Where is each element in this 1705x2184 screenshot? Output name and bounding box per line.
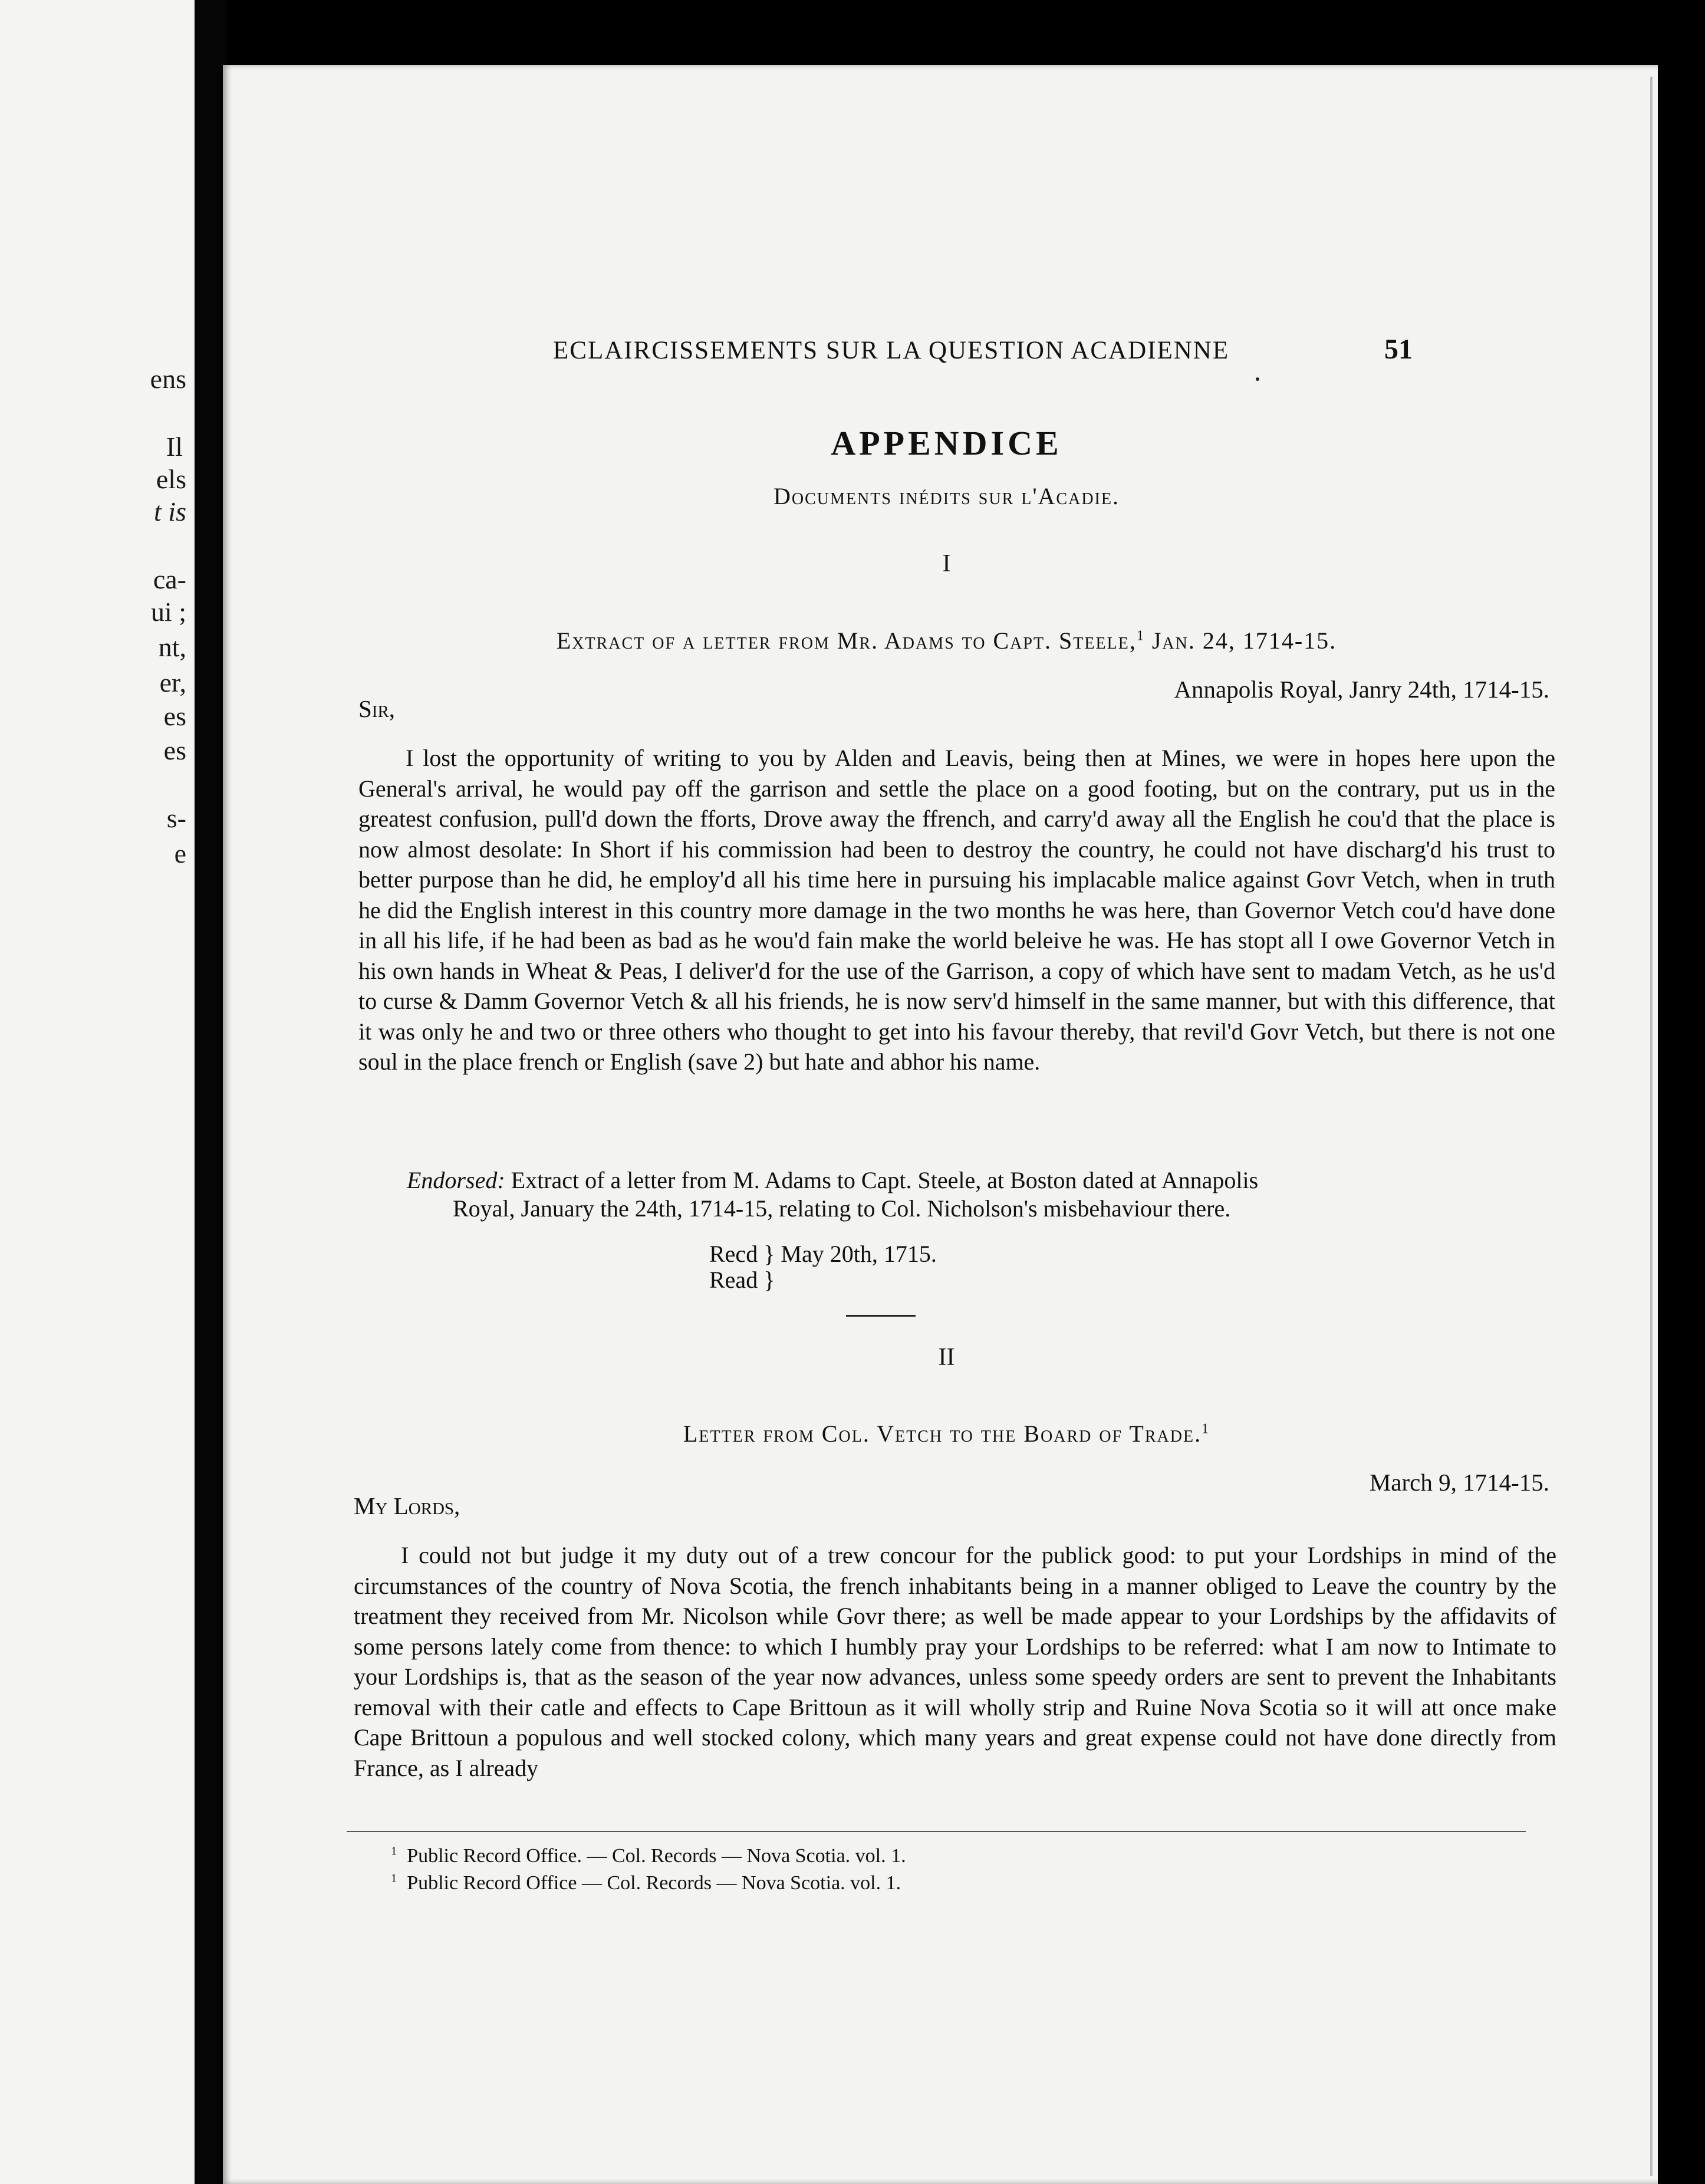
section-heading-text: Letter from Col. Vetch to the Board of Trade. (683, 1420, 1202, 1447)
footnote-rule (347, 1831, 1526, 1832)
facing-page-fragment: e (174, 838, 186, 869)
letter-paragraph: I could not but judge it my duty out of a trew concour for the publick good: to put your Lordships in mind of the circumstances of the country of Nova Scotia, the french inhabitants being in a manner obliged to Leave the country by the treatment they received from Mr. Nicolson while Govr there; as well be made appear to your Lordships by the affidavits of some persons lately come from thence: to which I humbly pray your Lordships to be referred: what I am now to Intimate to your Lordships is, that as the season of the year now advances, unless some speedy orders are sent to prevent the Inhabitants removal with their catle and effects to Cape Brittoun as it will wholly strip and Ruine Nova Scotia so it will att once make Cape Brittoun a populous and well stocked colony, which many years and great expense could not have done directly from France, as I already (354, 1542, 1556, 1781)
facing-page-fragment: er, (159, 667, 186, 698)
facing-page-fragment: ca- (153, 564, 186, 594)
page-number: 51 (1384, 334, 1413, 365)
section-heading-text: Extract of a letter from Mr. Adams to Capt. Steele, (556, 627, 1137, 654)
endorsement-line (407, 1166, 1562, 1195)
footnote-text: Public Record Office — Col. Records — Nova Scotia. vol. 1. (407, 1872, 901, 1894)
facing-page-fragment: ens (150, 364, 186, 394)
running-head: ECLAIRCISSEMENTS SUR LA QUESTION ACADIENNE (553, 337, 1230, 364)
footnote-ref: 1 (1136, 628, 1145, 644)
footnote (391, 1843, 906, 1870)
letter-date: March 9, 1714-15. (1369, 1469, 1549, 1496)
facing-page-fragment: es (163, 735, 186, 765)
letter-body (354, 1540, 1556, 1783)
page-edge (1650, 77, 1653, 2176)
footnote-text: Public Record Office. — Col. Records — Nova Scotia. vol. 1. (407, 1845, 906, 1867)
section-heading-date: Jan. 24, 1714-15. (1144, 627, 1337, 654)
scan-border (1658, 0, 1705, 2184)
document-page (223, 65, 1670, 2184)
footnote-mark: 1 (391, 1844, 397, 1858)
facing-page-fragment: els (156, 464, 186, 494)
letter-salutation: My Lords, (354, 1492, 460, 1519)
section-heading (223, 1420, 1670, 1448)
letter-salutation: Sir, (358, 695, 396, 722)
section-numeral: I (942, 550, 951, 577)
footnote-mark: 1 (391, 1871, 397, 1885)
letter-body (358, 743, 1555, 1077)
footnote-ref: 1 (1202, 1421, 1210, 1437)
received-note (709, 1241, 937, 1293)
letter-place-date: Annapolis Royal, Janry 24th, 1714-15. (1174, 676, 1549, 703)
footnote (391, 1870, 906, 1897)
endorsement-line-2: Royal, January the 24th, 1714-15, relating to Col. Nicholson's misbehaviour there. (453, 1195, 1231, 1222)
section-heading (223, 627, 1670, 654)
footnotes (391, 1843, 906, 1897)
facing-page-fragment: Il (166, 432, 183, 462)
facing-page-fragment: es (163, 701, 186, 731)
binding-gutter (195, 0, 227, 2184)
facing-page-fragment: s- (166, 803, 186, 833)
section-divider (846, 1315, 916, 1317)
facing-page-fragment: t is (154, 496, 186, 527)
letter-paragraph: I lost the opportunity of writing to you by Alden and Leavis, being then at Mines, we were in hopes here upon the General's arrival, he would pay off the garrison and settle the place on a good footing, but on the contrary, put us in the greatest confusion, pull'd down the fforts, Drove away the ffrench, and carry'd away all the English he cou'd that the place is now almost desolate: In Short if his commission had been to destroy the country, he could not have discharg'd his trust to better purpose than he did, he employ'd all his time here in pursuing his implacable malice against Govr Vetch, when in truth he did the English interest in this country more damage in the two months he was here, than Governor Vetch cou'd have done in all his life, if he had been as bad as he wou'd fain make the world beleive he was. He has stopt all I owe Governor Vetch in his own hands in Wheat & Peas, I deliver'd for the use of the Garrison, a copy of which have sent to madam Vetch, as he us'd to curse & Damm Governor Vetch & all his friends, he is now serv'd himself in the same manner, but with this difference, that it was only he and two or three others who thought to get into his favour thereby, that revil'd Govr Vetch, but there is not one soul in the place french or English (save 2) but hate and abhor his name. (358, 745, 1555, 1075)
facing-page-fragment: ui ; (150, 597, 186, 627)
print-speck (1256, 377, 1259, 381)
read-label: Read } (709, 1267, 775, 1293)
page-title: APPENDICE (831, 424, 1062, 462)
facing-page-fragment: nt, (158, 632, 186, 662)
section-numeral: II (938, 1344, 955, 1371)
facing-page-edge (0, 0, 195, 2184)
endorsed-text: Extract of a letter from M. Adams to Capt. Steele, at Boston dated at Annapolis (505, 1167, 1259, 1193)
endorsed-label: Endorsed: (407, 1167, 505, 1193)
received-date: } May 20th, 1715. (763, 1241, 937, 1267)
received-label: Recd (709, 1241, 758, 1267)
page-subtitle: Documents inédits sur l'Acadie. (773, 483, 1120, 509)
